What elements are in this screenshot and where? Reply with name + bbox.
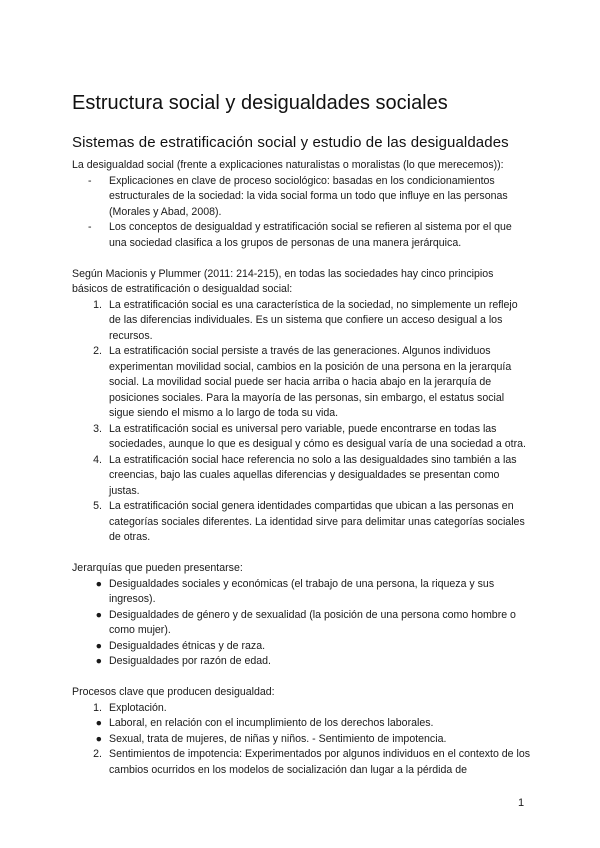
hierarchies-list — [72, 577, 532, 670]
list-item: ● Desigualdades de género y de sexualidad (la posición de una persona como hombre o como mujer). — [72, 608, 532, 639]
list-item: 3. La estratificación social es universal pero variable, puede encontrarse en todas las sociedades, aunque lo que es desigual y cómo es desigual varía de una sociedad a otra. — [93, 422, 526, 450]
intro-paragraph: La desigualdad social (frente a explicaciones naturalistas o moralistas (lo que merecemos)): — [72, 159, 504, 171]
list-item: ● Sexual, trata de mujeres, de niñas y niños. - Sentimiento de impotencia. — [95, 732, 447, 745]
page-number: 1 — [518, 797, 525, 809]
bullet-icon: ● — [95, 655, 102, 667]
list-item: ● Desigualdades étnicas y de raza. — [72, 639, 532, 655]
list-item: 5. La estratificación social genera identidades compartidas que ubican a las personas en categorías sociales diferentes. La identidad sirve para delimitar unas categorías sociales de otras. — [93, 500, 525, 543]
principles-intro: Según Macionis y Plummer (2011: 214-215), en todas las sociedades hay cinco principios básicos de estratificación o desigualdad social: — [72, 267, 494, 295]
list-item: 4. La estratificación social hace referencia no solo a las desigualdades sino también a las creencias, bajo las cuales aquellas diferencias y desigualdades se presentan como justas. — [93, 453, 517, 497]
list-item: 1. La estratificación social es una característica de la sociedad, no simplemente un reflejo de las diferencias individuales. Es un sistema que confiere un acceso desigual a los recursos. — [93, 298, 518, 342]
bullet-icon: ● — [95, 608, 102, 621]
section-heading: Sistemas de estratificación social y estudio de las desigualdades — [72, 134, 509, 151]
principles-list — [72, 298, 532, 546]
page-title: Estructura social y desigualdades sociales — [72, 92, 448, 114]
intro-list — [72, 174, 532, 252]
processes-list — [72, 701, 532, 779]
bullet-icon: ● — [95, 577, 102, 590]
hierarchies-intro: Jerarquías que pueden presentarse: — [72, 562, 243, 574]
list-item: 2. La estratificación social persiste a través de las generaciones. Algunos individuos experimentan movilidad social, cambios en la posición de una persona en la jerarquía social. La movilidad social puede ser hacia arriba o hacia abajo en la jerarquía de posiciones sociales. Para la mayoría de las personas, sin embargo, el estatus social sigue siendo el mismo a lo largo de toda su vida. — [93, 345, 512, 419]
list-item: 2. Sentimientos de impotencia: Experimentados por algunos individuos en el contexto de los cambios ocurridos en los modelos de socialización dan lugar a la pérdida de — [93, 748, 531, 776]
list-item: - Explicaciones en clave de proceso sociológico: basadas en los condicionamientos estructurales de la sociedad: la vida social forma un todo que influye en las personas (Morales y Abad, 2008). — [88, 174, 508, 218]
processes-intro: Procesos clave que producen desigualdad: — [72, 686, 275, 698]
list-item: ● Desigualdades por razón de edad. — [72, 654, 532, 670]
list-item: ● Desigualdades sociales y económicas (el trabajo de una persona, la riqueza y sus ingresos). — [72, 577, 532, 608]
list-item: - Los conceptos de desigualdad y estratificación social se refieren al sistema por el que una sociedad clasifica a los grupos de personas de una manera jerárquica. — [88, 221, 512, 249]
list-item: ● Laboral, en relación con el incumplimiento de los derechos laborales. — [95, 717, 434, 729]
document-body — [72, 158, 532, 778]
list-item: 1. Explotación. — [93, 701, 167, 714]
bullet-icon: ● — [95, 639, 102, 652]
